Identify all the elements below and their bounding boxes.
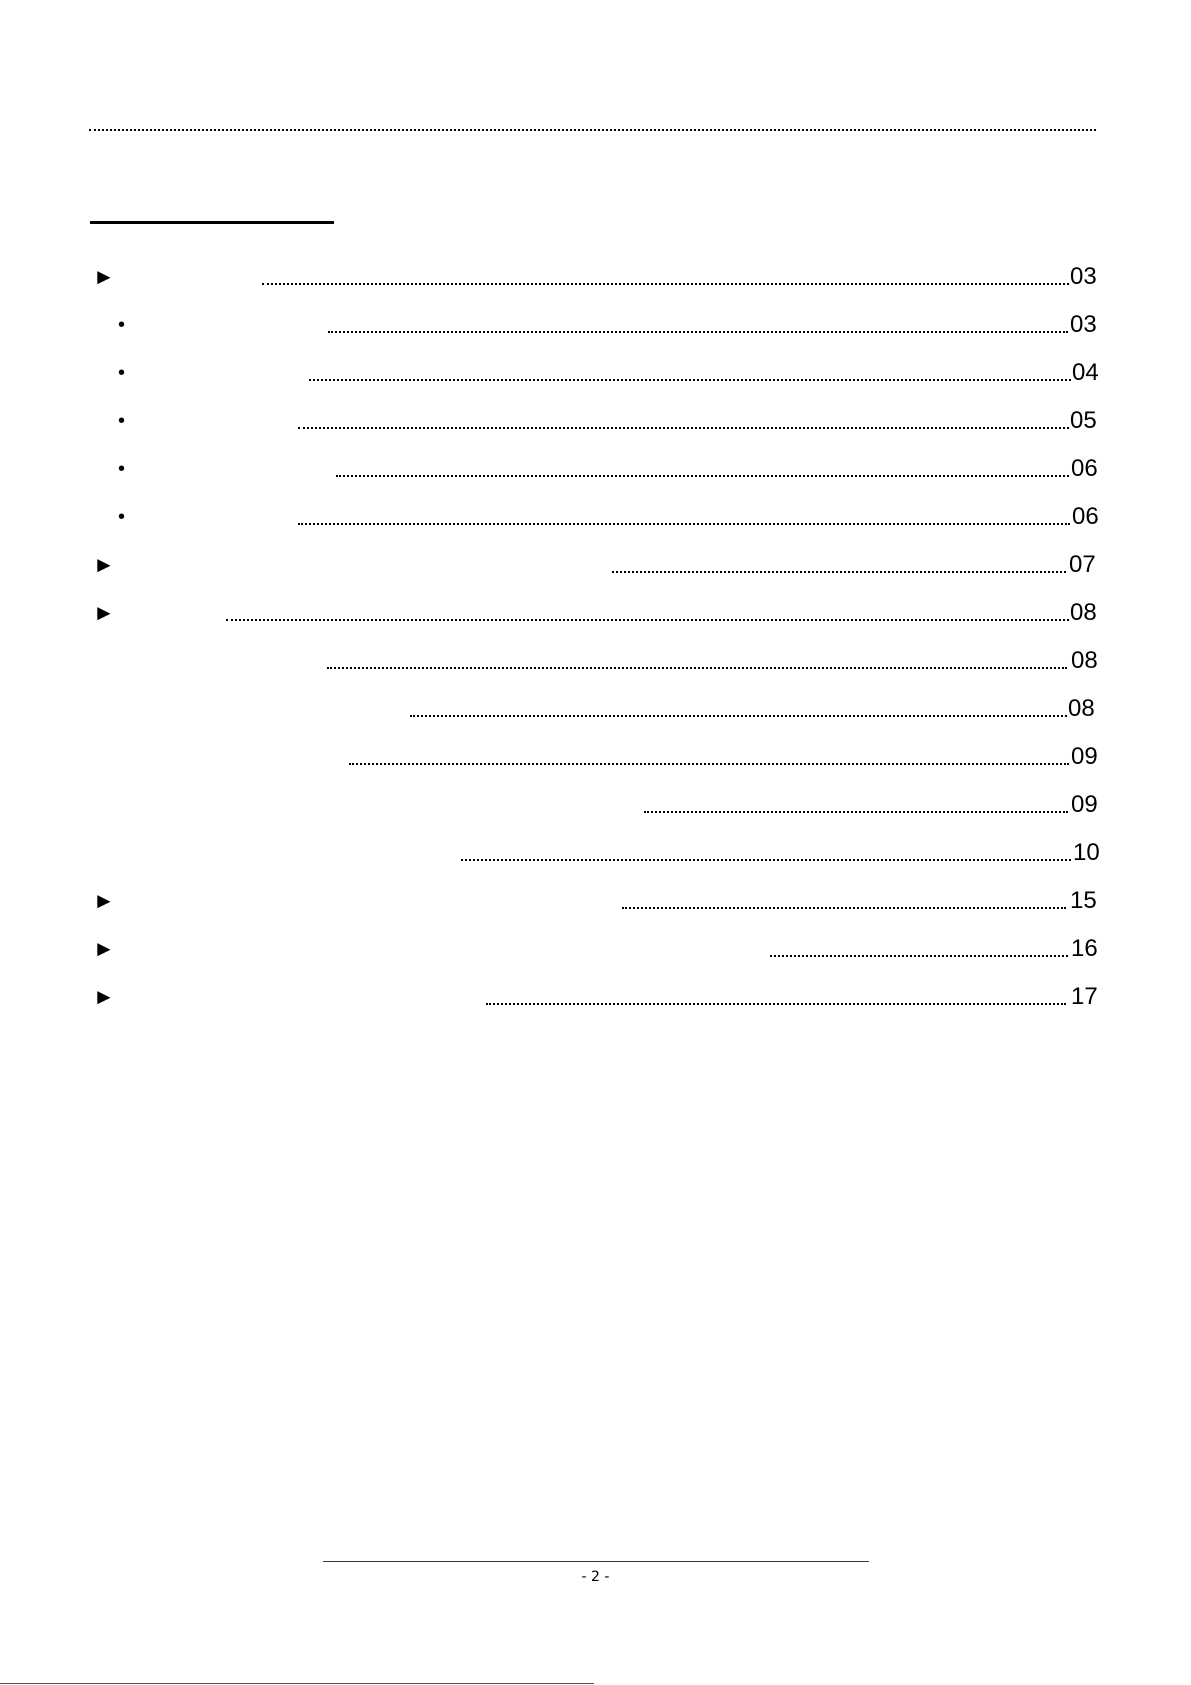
dot-bullet-icon: • — [118, 362, 126, 384]
toc-page-number: 05 — [1070, 407, 1097, 434]
dot-bullet-icon: • — [118, 458, 126, 480]
toc-page-number: 10 — [1073, 839, 1100, 866]
header-dotted-rule — [89, 129, 1096, 131]
triangle-bullet-icon: ► — [93, 264, 115, 289]
bottom-edge-rule — [0, 1683, 594, 1684]
dot-leader — [612, 571, 1066, 573]
dot-leader — [262, 283, 1069, 285]
toc-heading-underline — [90, 221, 334, 224]
toc-entry[interactable] — [0, 982, 1191, 1012]
triangle-bullet-icon: ► — [93, 936, 115, 961]
triangle-bullet-icon: ► — [93, 888, 115, 913]
dot-leader — [461, 859, 1071, 861]
toc-page-number: 09 — [1071, 743, 1098, 770]
toc-entry[interactable] — [0, 886, 1191, 916]
toc-page-number: 16 — [1071, 935, 1098, 962]
dot-bullet-icon: • — [118, 410, 126, 432]
toc-page-number: 08 — [1068, 695, 1095, 722]
toc-page-number: 06 — [1072, 503, 1099, 530]
dot-leader — [327, 667, 1067, 669]
dot-leader — [486, 1003, 1066, 1005]
page-number-footer: - 2 - — [581, 1569, 610, 1585]
dot-leader — [328, 331, 1068, 333]
toc-page-number: 08 — [1070, 599, 1097, 626]
dot-leader — [309, 379, 1071, 381]
toc-entry[interactable] — [0, 646, 1191, 676]
toc-page-number: 06 — [1071, 455, 1098, 482]
dot-leader — [349, 763, 1069, 765]
toc-page-number: 09 — [1071, 791, 1098, 818]
toc-page-number: 17 — [1071, 983, 1098, 1010]
toc-page-number: 04 — [1072, 359, 1099, 386]
toc-entry[interactable] — [0, 742, 1191, 772]
toc-entry[interactable] — [0, 838, 1191, 868]
toc-entry[interactable] — [0, 598, 1191, 628]
toc-entry[interactable] — [0, 790, 1191, 820]
toc-page-number: 15 — [1070, 887, 1097, 914]
dot-bullet-icon: • — [118, 506, 126, 528]
dot-leader — [226, 619, 1069, 621]
dot-leader — [410, 715, 1067, 717]
triangle-bullet-icon: ► — [93, 600, 115, 625]
triangle-bullet-icon: ► — [93, 552, 115, 577]
toc-entry[interactable] — [0, 454, 1191, 484]
dot-bullet-icon: • — [118, 314, 126, 336]
dot-leader — [298, 427, 1069, 429]
dot-leader — [770, 955, 1068, 957]
dot-leader — [336, 475, 1069, 477]
toc-page-number: 03 — [1070, 311, 1097, 338]
toc-entry[interactable] — [0, 934, 1191, 964]
toc-entry[interactable] — [0, 262, 1191, 292]
dot-leader — [644, 811, 1068, 813]
triangle-bullet-icon: ► — [93, 984, 115, 1009]
dot-leader — [298, 523, 1070, 525]
dot-leader — [622, 907, 1066, 909]
footer-rule — [323, 1561, 869, 1562]
toc-entry[interactable] — [0, 406, 1191, 436]
toc-entry[interactable] — [0, 358, 1191, 388]
toc-entry[interactable] — [0, 694, 1191, 724]
toc-page-number: 03 — [1070, 263, 1097, 290]
toc-entry[interactable] — [0, 310, 1191, 340]
toc-entry[interactable] — [0, 502, 1191, 532]
toc-page-number: 07 — [1069, 551, 1096, 578]
toc-page-number: 08 — [1071, 647, 1098, 674]
toc-entry[interactable] — [0, 550, 1191, 580]
